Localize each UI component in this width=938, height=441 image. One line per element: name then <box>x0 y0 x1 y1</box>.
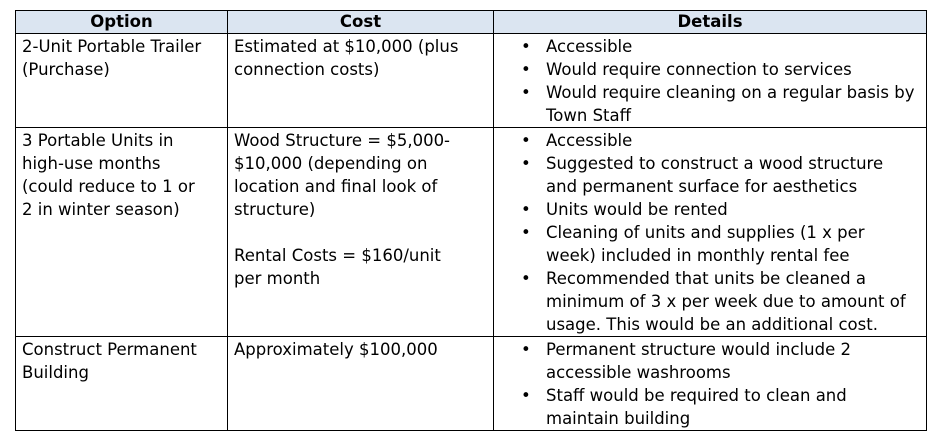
details-cell <box>494 128 927 337</box>
list-item <box>500 338 920 384</box>
cost-text: Approximately $100,000 <box>234 340 438 359</box>
header-option: Option <box>16 11 228 34</box>
option-cell <box>16 128 228 337</box>
detail-text: minimum of 3 x per week due to amount of <box>546 292 906 311</box>
option-text: (could reduce to 1 or <box>22 177 195 196</box>
bullet-icon: • <box>521 223 531 242</box>
cost-cell <box>228 128 494 337</box>
header-cost: Cost <box>228 11 494 34</box>
header-details: Details <box>494 11 927 34</box>
table-header-row <box>16 11 927 34</box>
detail-text: Town Staff <box>546 106 631 125</box>
option-text: high-use months <box>22 154 161 173</box>
detail-text: Cleaning of units and supplies (1 x per <box>546 223 865 242</box>
detail-text: Units would be rented <box>546 200 728 219</box>
detail-text: week) included in monthly rental fee <box>546 246 850 265</box>
option-text: 2 in winter season) <box>22 200 180 219</box>
detail-text: Permanent structure would include 2 <box>546 340 851 359</box>
table-row <box>16 34 927 128</box>
list-item <box>500 58 920 81</box>
detail-text: Suggested to construct a wood structure <box>546 154 884 173</box>
cost-text: location and final look of <box>234 177 438 196</box>
detail-text: Recommended that units be cleaned a <box>546 269 866 288</box>
option-text: (Purchase) <box>22 60 110 79</box>
cost-text: Wood Structure = $5,000- <box>234 131 451 150</box>
table-row <box>16 337 927 431</box>
details-list <box>500 35 920 127</box>
cost-text: connection costs) <box>234 60 380 79</box>
option-cell <box>16 34 228 128</box>
details-list <box>500 129 920 336</box>
detail-text: and permanent surface for aesthetics <box>546 177 858 196</box>
bullet-icon: • <box>521 37 531 56</box>
list-item <box>500 221 920 267</box>
cost-text: per month <box>234 269 321 288</box>
cost-cell <box>228 34 494 128</box>
cost-paragraph <box>234 35 487 81</box>
cost-cell <box>228 337 494 431</box>
bullet-icon: • <box>521 60 531 79</box>
table-row <box>16 128 927 337</box>
cost-paragraph <box>234 338 487 361</box>
cost-text: structure) <box>234 200 316 219</box>
option-text: Building <box>22 363 89 382</box>
detail-text: Would require connection to services <box>546 60 852 79</box>
cost-paragraph <box>234 129 487 221</box>
detail-text: Accessible <box>546 37 633 56</box>
option-text: 3 Portable Units in <box>22 131 174 150</box>
detail-text: Accessible <box>546 131 633 150</box>
detail-text: usage. This would be an additional cost. <box>546 315 878 334</box>
bullet-icon: • <box>521 83 531 102</box>
detail-text: accessible washrooms <box>546 363 731 382</box>
list-item <box>500 35 920 58</box>
bullet-icon: • <box>521 131 531 150</box>
option-cell <box>16 337 228 431</box>
detail-text: maintain building <box>546 409 691 428</box>
bullet-icon: • <box>521 154 531 173</box>
cost-text: $10,000 (depending on <box>234 154 428 173</box>
details-cell <box>494 337 927 431</box>
cost-paragraph <box>234 244 487 290</box>
bullet-icon: • <box>521 269 531 288</box>
list-item <box>500 129 920 152</box>
bullet-icon: • <box>521 200 531 219</box>
cost-text: Estimated at $10,000 (plus <box>234 37 459 56</box>
detail-text: Staff would be required to clean and <box>546 386 847 405</box>
bullet-icon: • <box>521 340 531 359</box>
details-list <box>500 338 920 430</box>
cost-text: Rental Costs = $160/unit <box>234 246 441 265</box>
list-item <box>500 81 920 127</box>
list-item <box>500 267 920 336</box>
options-table <box>15 10 927 431</box>
detail-text: Would require cleaning on a regular basis by <box>546 83 915 102</box>
list-item <box>500 384 920 430</box>
option-text: 2-Unit Portable Trailer <box>22 37 202 56</box>
list-item <box>500 152 920 198</box>
bullet-icon: • <box>521 386 531 405</box>
list-item <box>500 198 920 221</box>
option-text: Construct Permanent <box>22 340 197 359</box>
details-cell <box>494 34 927 128</box>
